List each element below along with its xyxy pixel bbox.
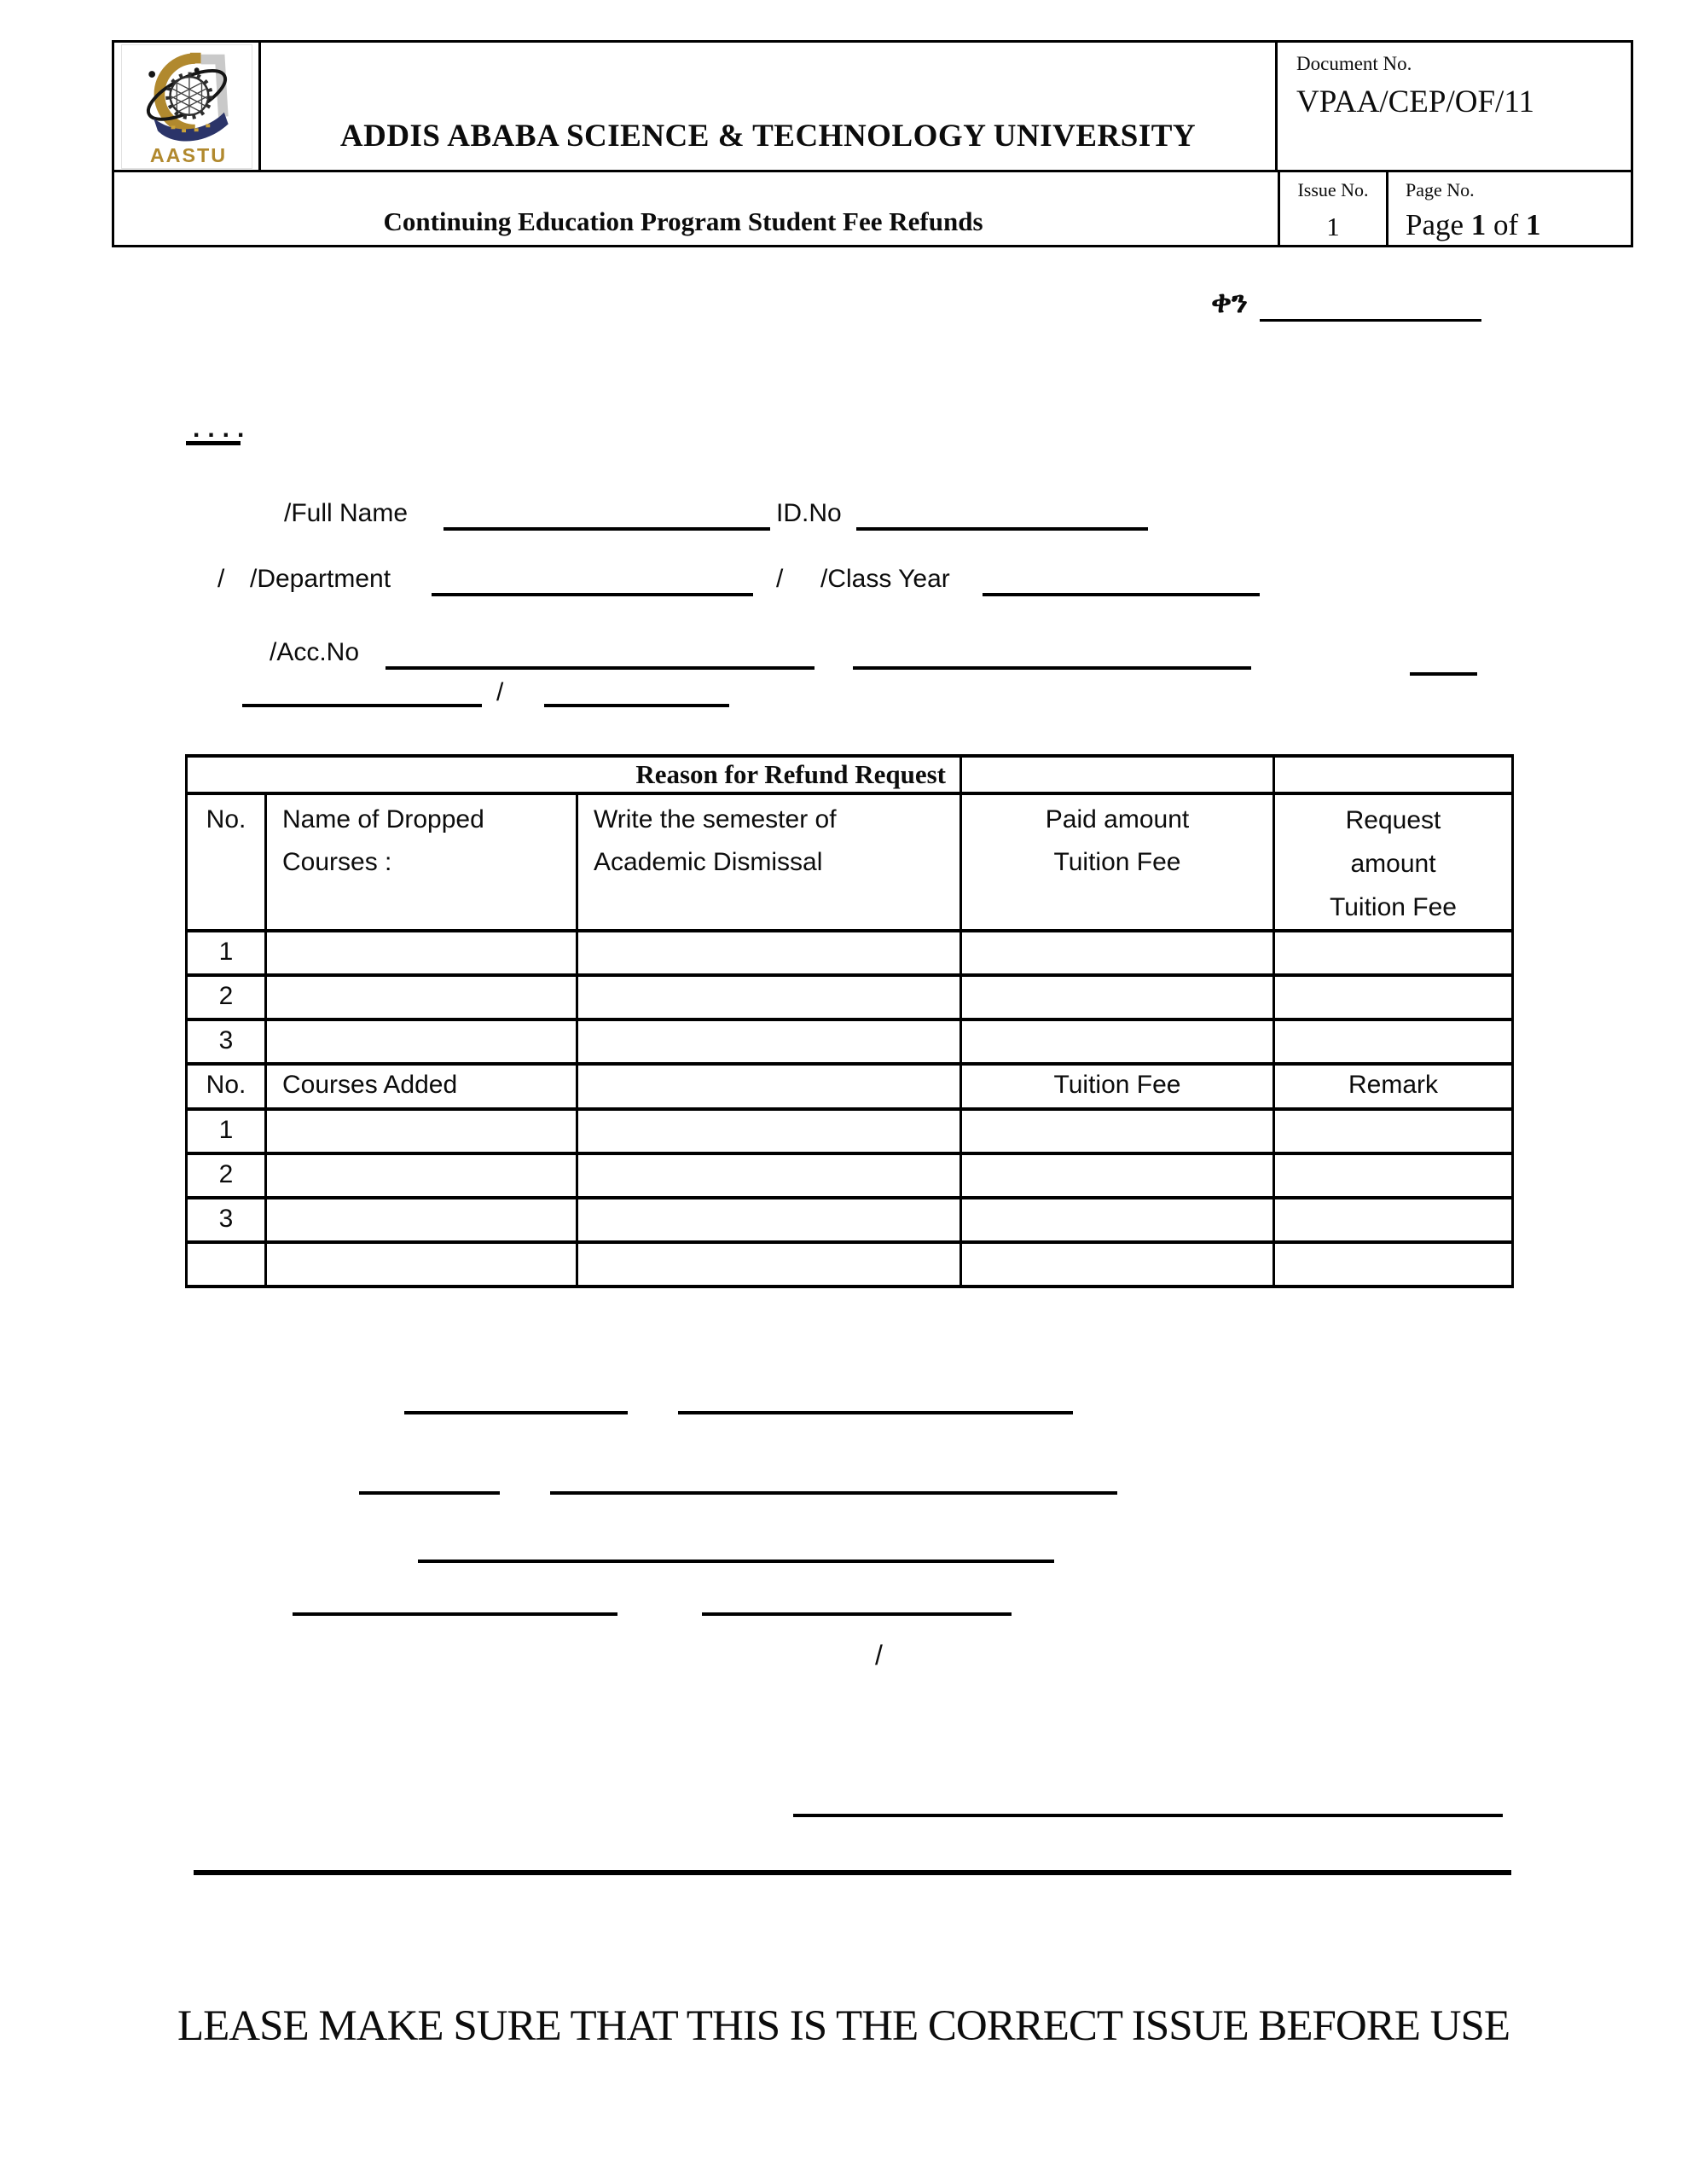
empty-cell <box>577 1198 961 1242</box>
form-title: Continuing Education Program Student Fee Refunds <box>383 206 983 236</box>
page-word: Page <box>1406 208 1471 241</box>
document-no-label: Document No. <box>1296 53 1412 74</box>
empty-cell <box>577 1064 961 1109</box>
row-number: 2 <box>187 975 266 1019</box>
signature-blank-line <box>418 1560 1054 1563</box>
date-blank-line <box>1260 319 1481 322</box>
col-header-courses-added: Courses Added <box>266 1064 577 1109</box>
page-total: 1 <box>1525 208 1541 241</box>
empty-cell <box>187 1242 266 1287</box>
table-section2-header-row <box>187 1064 1513 1109</box>
acc-no-blank-line <box>386 666 815 670</box>
dropped-course-field <box>266 975 577 1019</box>
semester-field <box>577 931 961 975</box>
table-row <box>187 1109 1513 1153</box>
acc-no-label: /Acc.No <box>270 638 360 666</box>
blank-line <box>242 704 482 707</box>
tuition-fee-field <box>961 1153 1274 1198</box>
short-blank-line <box>1410 672 1477 676</box>
added-course-field <box>266 1153 577 1198</box>
tuition-fee-field <box>961 1198 1274 1242</box>
full-name-label: /Full Name <box>284 499 409 527</box>
university-emblem-icon <box>122 45 252 168</box>
request-amount-field <box>1274 931 1513 975</box>
bottom-rule-line <box>194 1870 1511 1875</box>
col-header-no: No. <box>187 1064 266 1109</box>
col-header-dropped-courses <box>266 793 577 931</box>
empty-cell <box>577 1242 961 1287</box>
reason-header-cell <box>187 756 961 793</box>
issue-no-cell <box>1280 172 1388 245</box>
tuition-fee-field <box>961 1109 1274 1153</box>
full-name-blank-line <box>443 527 770 531</box>
missing-glyph-dots: .... <box>186 415 241 445</box>
dropped-course-field <box>266 931 577 975</box>
row-number: 3 <box>187 1198 266 1242</box>
class-year-blank-line <box>983 593 1260 596</box>
header-line: amount <box>1350 850 1436 878</box>
logo-cell <box>114 43 261 170</box>
header-line: Paid amount <box>1045 805 1190 834</box>
form-title-cell <box>114 172 1280 245</box>
empty-cell <box>1274 756 1513 793</box>
acc-no-blank-line-2 <box>853 666 1251 670</box>
col-header-paid-amount <box>961 793 1274 931</box>
id-no-label: ID.No <box>776 499 842 527</box>
header-row-top <box>114 43 1631 172</box>
header-box <box>112 40 1633 247</box>
request-amount-field <box>1274 975 1513 1019</box>
semester-field <box>577 1019 961 1064</box>
col-header-semester <box>577 793 961 931</box>
col-header-remark: Remark <box>1274 1064 1513 1109</box>
row-number: 3 <box>187 1019 266 1064</box>
table-row <box>187 1153 1513 1198</box>
page-no-label: Page No. <box>1406 179 1475 200</box>
signature-blank-line <box>702 1612 1012 1616</box>
refund-table <box>185 754 1514 1288</box>
table-row <box>187 756 1513 793</box>
remark-field <box>1274 1198 1513 1242</box>
paid-amount-field <box>961 1019 1274 1064</box>
header-line: Tuition Fee <box>1330 893 1457 921</box>
empty-cell <box>961 756 1274 793</box>
table-row <box>187 975 1513 1019</box>
remark-field <box>1274 1109 1513 1153</box>
approval-blank-line <box>793 1814 1503 1817</box>
remark-field <box>1274 1153 1513 1198</box>
section1-title: Reason for Refund Request <box>635 759 947 789</box>
department-blank-line <box>432 593 753 596</box>
university-name: ADDIS ABABA SCIENCE & TECHNOLOGY UNIVERSITY <box>339 119 1197 154</box>
aastu-logo <box>121 44 252 169</box>
empty-cell <box>961 1242 1274 1287</box>
table-header-row <box>187 793 1513 931</box>
semester-field <box>577 975 961 1019</box>
dropped-course-field <box>266 1019 577 1064</box>
header-line: Academic Dismissal <box>594 848 823 876</box>
page-no-value <box>1406 208 1631 242</box>
document-no-value: VPAA/CEP/OF/11 <box>1296 84 1534 119</box>
header-line: Courses : <box>282 848 392 876</box>
table-row <box>187 931 1513 975</box>
paid-amount-field <box>961 975 1274 1019</box>
page-no-cell <box>1388 172 1631 245</box>
request-amount-field <box>1274 1019 1513 1064</box>
blank-line <box>544 704 729 707</box>
document-no-cell <box>1278 43 1631 170</box>
signature-blank-line <box>550 1491 1117 1495</box>
class-year-label: /Class Year <box>820 565 950 593</box>
row-number: 1 <box>187 931 266 975</box>
header-line: Request <box>1345 806 1441 834</box>
university-title-cell <box>261 43 1278 170</box>
signature-blank-line <box>359 1491 500 1495</box>
table-row <box>187 1198 1513 1242</box>
table-row <box>187 1242 1513 1287</box>
empty-cell <box>577 1109 961 1153</box>
empty-cell <box>1274 1242 1513 1287</box>
issue-no-value: 1 <box>1326 212 1340 241</box>
signature-blank-line <box>678 1411 1073 1414</box>
issue-no-label: Issue No. <box>1297 179 1369 200</box>
slash-mark: / <box>776 565 784 593</box>
col-header-tuition-fee: Tuition Fee <box>961 1064 1274 1109</box>
paid-amount-field <box>961 931 1274 975</box>
slash-mark: / <box>217 565 225 593</box>
added-course-field <box>266 1109 577 1153</box>
slash-mark: / <box>875 1640 883 1670</box>
row-number: 2 <box>187 1153 266 1198</box>
department-label: /Department <box>250 565 391 593</box>
table-row <box>187 1019 1513 1064</box>
date-label: ቀን <box>1211 285 1249 320</box>
page-of-word: of <box>1486 208 1526 241</box>
empty-cell <box>266 1242 577 1287</box>
signature-blank-line <box>293 1612 617 1616</box>
signature-blank-line <box>404 1411 628 1414</box>
logo-acronym: AASTU <box>149 143 227 166</box>
header-line: Tuition Fee <box>1053 848 1181 876</box>
page-current: 1 <box>1470 208 1487 241</box>
added-course-field <box>266 1198 577 1242</box>
id-no-blank-line <box>856 527 1148 531</box>
header-line: Name of Dropped <box>282 805 484 834</box>
col-header-request-amount <box>1274 793 1513 931</box>
footer-notice: LEASE MAKE SURE THAT THIS IS THE CORRECT ISSUE BEFORE USE <box>177 2002 1510 2050</box>
header-row-bottom <box>114 172 1631 245</box>
empty-cell <box>577 1153 961 1198</box>
row-number: 1 <box>187 1109 266 1153</box>
slash-mark: / <box>496 678 504 706</box>
col-header-no: No. <box>187 793 266 931</box>
header-line: Write the semester of <box>594 805 837 834</box>
